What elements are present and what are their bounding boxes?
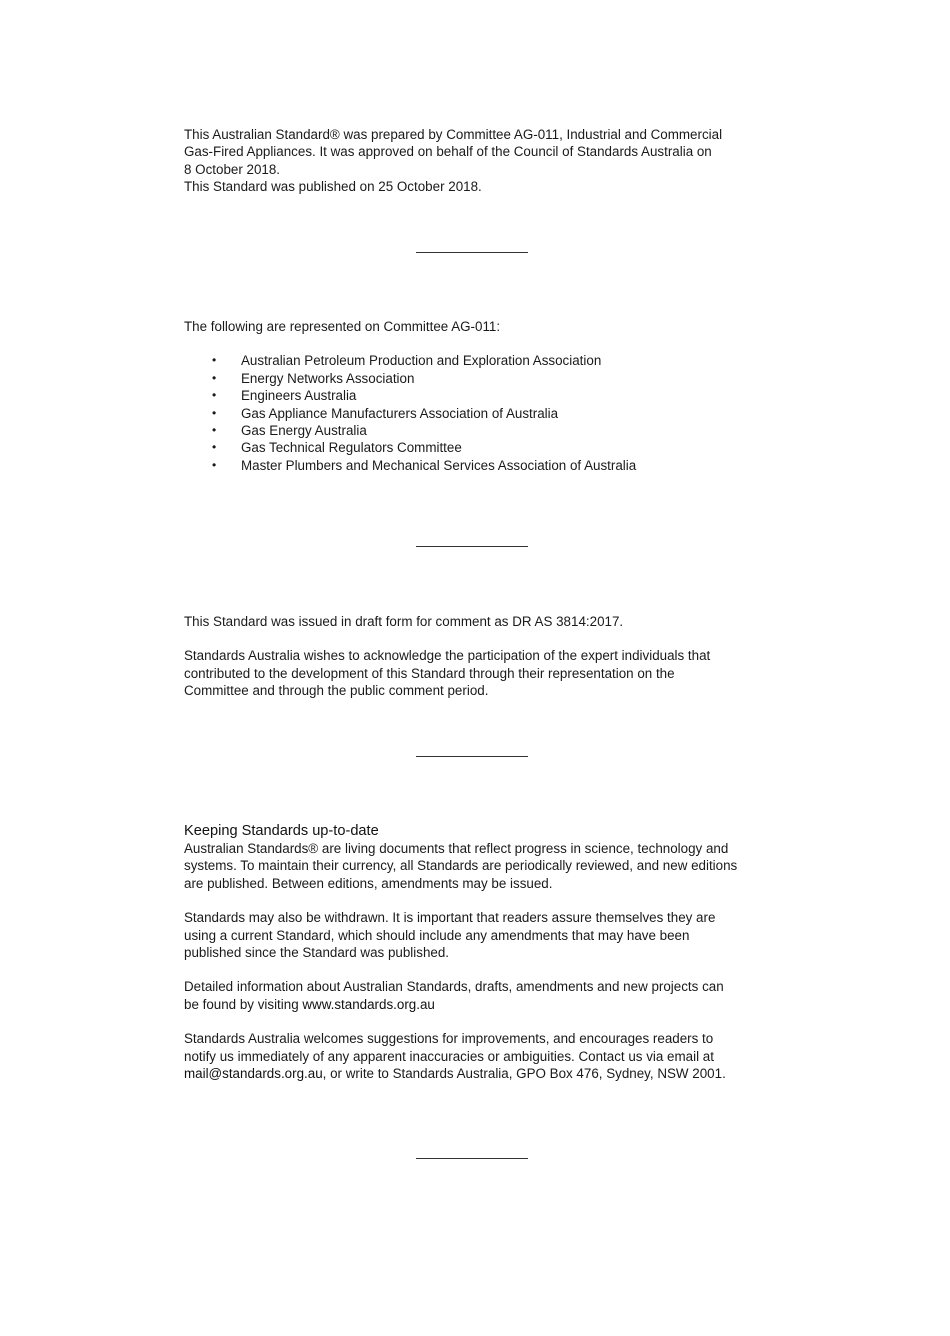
committee-intro: The following are represented on Committee AG-011: (184, 319, 501, 334)
acknowledgement-paragraph (184, 647, 774, 699)
bullet-icon: • (212, 388, 217, 403)
paragraph-living-documents (184, 840, 774, 892)
bullet-icon: • (212, 405, 217, 420)
bullet-icon: • (212, 440, 217, 455)
member-name: Energy Networks Association (241, 370, 415, 386)
paragraph-suggestions (184, 1030, 774, 1082)
member-name: Gas Technical Regulators Committee (241, 440, 462, 456)
section-divider (416, 252, 528, 253)
paragraph-detailed-info (184, 978, 774, 1013)
list-item (184, 387, 774, 404)
section-divider (416, 756, 528, 757)
bullet-icon: • (212, 457, 217, 472)
list-item (184, 422, 774, 439)
acknowledgement-line: Committee and through the public comment period. (184, 683, 489, 699)
paragraph-line: Standards may also be withdrawn. It is important that readers assure themselves they are (184, 910, 716, 926)
section-divider (416, 546, 528, 547)
approval-line: 8 October 2018. (184, 161, 281, 177)
approval-statement (184, 126, 774, 196)
acknowledgement-line: contributed to the development of this Standard through their representation on the (184, 665, 675, 681)
keeping-standards-section (184, 822, 774, 1082)
member-name: Australian Petroleum Production and Exploration Association (241, 353, 602, 369)
bullet-icon: • (212, 422, 217, 437)
list-item (184, 405, 774, 422)
list-item (184, 352, 774, 369)
paragraph-line: published since the Standard was published. (184, 945, 450, 961)
email-link[interactable]: mail@standards.org.au (184, 1066, 323, 1082)
list-item (184, 439, 774, 456)
member-name: Engineers Australia (241, 388, 357, 404)
draft-issued-text: This Standard was issued in draft form for comment as DR AS 3814:2017. (184, 614, 624, 629)
paragraph-line: Standards Australia welcomes suggestions for improvements, and encourages readers to (184, 1031, 714, 1047)
paragraph-line: using a current Standard, which should include any amendments that may have been (184, 927, 690, 943)
committee-section (184, 318, 774, 474)
paragraph-line (184, 1065, 774, 1082)
acknowledgement-line: Standards Australia wishes to acknowledge the participation of the expert individuals that (184, 648, 711, 664)
paragraph-line: notify us immediately of any apparent inaccuracies or ambiguities. Contact us via email at (184, 1048, 714, 1064)
paragraph-withdrawn (184, 909, 774, 961)
member-name: Master Plumbers and Mechanical Services Association of Australia (241, 457, 637, 473)
paragraph-line (184, 996, 774, 1013)
approval-line: Gas-Fired Appliances. It was approved on behalf of the Council of Standards Australia on (184, 144, 712, 160)
publication-line: This Standard was published on 25 October 2018. (184, 179, 482, 195)
text-fragment: be found by visiting (184, 996, 303, 1012)
approval-line: This Australian Standard® was prepared by Committee AG-011, Industrial and Commercial (184, 127, 723, 142)
list-item (184, 457, 774, 474)
member-name: Gas Appliance Manufacturers Association of Australia (241, 405, 559, 421)
paragraph-line: are published. Between editions, amendments may be issued. (184, 875, 553, 891)
member-name: Gas Energy Australia (241, 422, 367, 438)
section-divider (416, 1158, 528, 1159)
paragraph-line: Detailed information about Australian Standards, drafts, amendments and new projects can (184, 979, 724, 995)
paragraph-line: Australian Standards® are living documents that reflect progress in science, technology and (184, 841, 729, 856)
section-heading: Keeping Standards up-to-date (184, 823, 379, 839)
committee-member-list (184, 352, 774, 474)
draft-section (184, 613, 774, 700)
bullet-icon: • (212, 370, 217, 385)
paragraph-line: systems. To maintain their currency, all Standards are periodically reviewed, and new editions (184, 858, 738, 874)
text-fragment: , or write to Standards Australia, GPO Box 476, Sydney, NSW 2001. (322, 1066, 726, 1082)
website-link[interactable]: www.standards.org.au (302, 996, 435, 1012)
list-item (184, 370, 774, 387)
bullet-icon: • (212, 353, 217, 368)
